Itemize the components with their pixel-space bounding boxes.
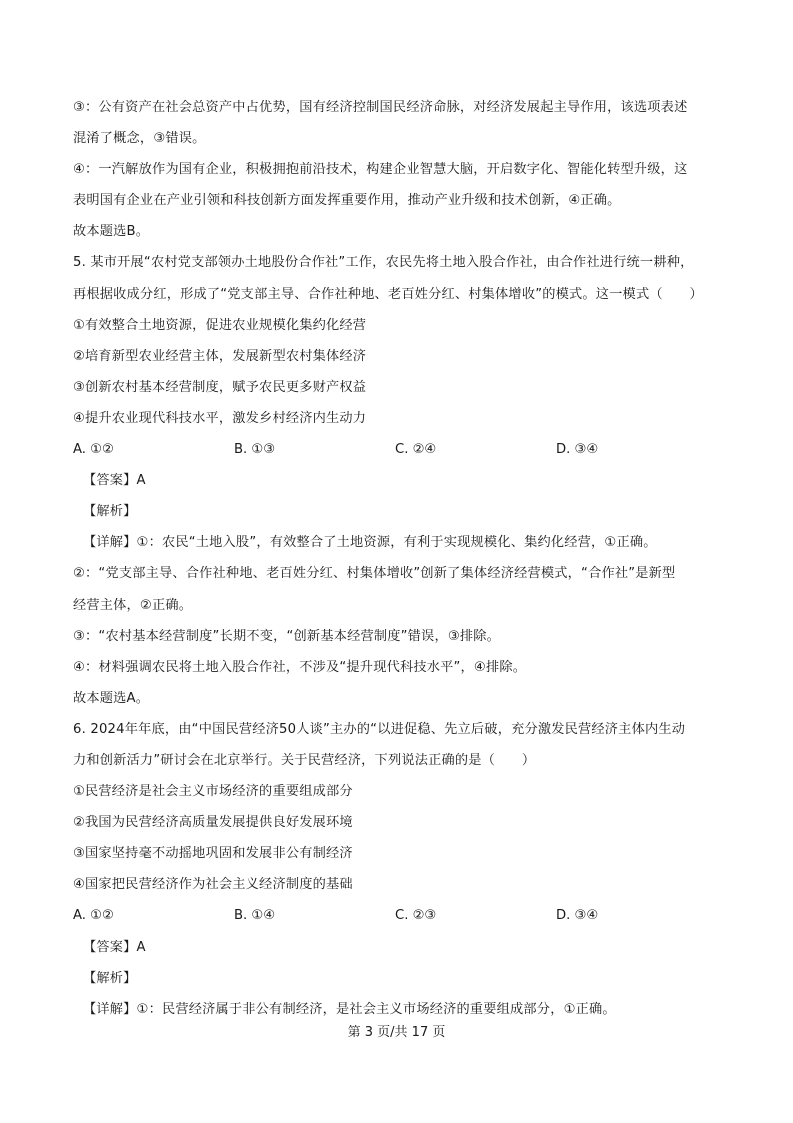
option-a: A. ①② xyxy=(73,908,114,924)
answer-options xyxy=(73,434,723,465)
analysis-line: ②：“党支部主导、合作社种地、老百姓分红、村集体增收”创新了集体经济经营模式，“合作社”是新型 xyxy=(73,566,676,582)
analysis-line: 【详解】①：农民“土地入股”，有效整合了土地资源，有利于实现规模化、集约化经营，①正确。 xyxy=(83,535,657,551)
statement-item: ②培育新型农业经营主体，发展新型农村集体经济 xyxy=(73,348,367,364)
option-d: D. ③④ xyxy=(556,442,599,458)
statement-item: ④国家把民营经济作为社会主义经济制度的基础 xyxy=(73,877,353,893)
analysis-line: ③：“农村基本经营制度”长期不变，“创新基本经营制度”错误，③排除。 xyxy=(73,628,501,644)
answer-options xyxy=(73,900,723,931)
option-c: C. ②④ xyxy=(395,442,437,458)
question-stem: 6. 2024年年底，由“中国民营经济50人谈”主办的“以进促稳、先立后破，充分激发民营经济主体内生动 xyxy=(73,721,686,737)
conclusion-line: 故本题选A。 xyxy=(73,690,150,706)
analysis-line: 经营主体，②正确。 xyxy=(73,597,193,613)
analysis-line: ④：材料强调农民将土地入股合作社，不涉及“提升现代科技水平”，④排除。 xyxy=(73,659,527,675)
page-content xyxy=(73,92,723,1025)
answer-label: 【答案】A xyxy=(83,939,146,955)
option-d: D. ③④ xyxy=(556,908,599,924)
page-footer: 第 3 页/共 17 页 xyxy=(347,1025,446,1040)
option-b: B. ①③ xyxy=(234,442,276,458)
question-stem: 5. 某市开展“农村党支部领办土地股份合作社”工作，农民先将土地入股合作社，由合作社进行统一耕种， xyxy=(73,255,694,271)
option-a: A. ①② xyxy=(73,442,114,458)
answer-label: 【答案】A xyxy=(83,473,146,489)
statement-item: ②我国为民营经济高质量发展提供良好发展环境 xyxy=(73,815,353,831)
question-6 xyxy=(73,714,723,1025)
text-line: 混淆了概念，③错误。 xyxy=(73,131,206,147)
analysis-label: 【解析】 xyxy=(83,970,137,986)
statement-item: ①民营经济是社会主义市场经济的重要组成部分 xyxy=(73,784,353,800)
statement-item: ①有效整合土地资源，促进农业规模化集约化经营 xyxy=(73,317,367,333)
analysis-label: 【解析】 xyxy=(83,504,137,520)
question-stem: 力和创新活力”研讨会在北京举行。关于民营经济，下列说法正确的是（ ） xyxy=(73,752,536,768)
statement-item: ③国家坚持毫不动摇地巩固和发展非公有制经济 xyxy=(73,846,353,862)
option-b: B. ①④ xyxy=(234,908,276,924)
statement-item: ④提升农业现代科技水平，激发乡村经济内生动力 xyxy=(73,410,367,426)
question-5 xyxy=(73,247,723,713)
analysis-line: 【详解】①：民营经济属于非公有制经济，是社会主义市场经济的重要组成部分，①正确。 xyxy=(83,1001,616,1017)
question-stem: 再根据收成分红，形成了“党支部主导、合作社种地、老百姓分红、村集体增收”的模式。这一模式（ ） xyxy=(73,286,703,302)
conclusion-line: 故本题选B。 xyxy=(73,224,150,240)
text-line: 表明国有企业在产业引领和科技创新方面发挥重要作用，推动产业升级和技术创新，④正确。 xyxy=(73,193,621,209)
statement-item: ③创新农村基本经营制度，赋予农民更多财产权益 xyxy=(73,379,367,395)
text-line: ④：一汽解放作为国有企业，积极拥抱前沿技术，构建企业智慧大脑，开启数字化、智能化转型升级，这 xyxy=(73,162,688,178)
option-c: C. ②③ xyxy=(395,908,437,924)
text-line: ③：公有资产在社会总资产中占优势，国有经济控制国民经济命脉，对经济发展起主导作用，该选项表述 xyxy=(73,100,688,115)
